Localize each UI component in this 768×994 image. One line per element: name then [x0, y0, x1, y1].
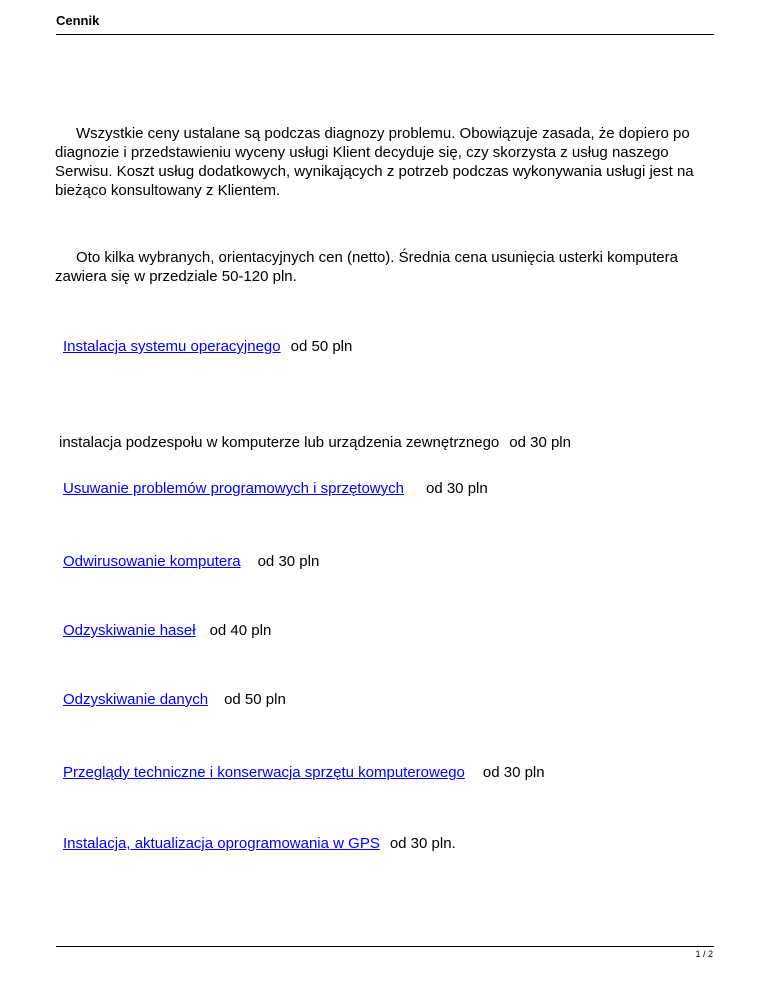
service-price: od 50 pln [290, 338, 353, 355]
price-list-item [63, 763, 545, 782]
price-list-item [63, 690, 286, 709]
service-price: od 30 pln [425, 480, 488, 497]
service-price: od 30 pln [257, 553, 320, 570]
service-price: od 30 pln [482, 764, 545, 781]
service-link-gps-software[interactable]: Instalacja, aktualizacja oprogramowania w GPS [63, 835, 380, 852]
service-link-troubleshooting[interactable]: Usuwanie problemów programowych i sprzętowych [63, 480, 404, 497]
intro-paragraph-sample-prices [55, 248, 725, 286]
intro-paragraph-1-text: Wszystkie ceny ustalane są podczas diagnozy problemu. Obowiązuje zasada, że dopiero po diagnozie i przedstawieniu wyceny usługi Klient decyduje się, czy skorzysta z usług naszego Serwisu. Koszt usług dodatkowych, wynikających z potrzeb podczas wykonywania usługi jest na bieżąco konsultowany z Klientem. [55, 125, 694, 199]
service-price: od 30 pln. [389, 835, 456, 852]
price-list-item [63, 621, 271, 640]
page-header-title: Cennik [56, 13, 100, 28]
intro-paragraph-pricing-policy [55, 124, 725, 200]
service-link-virus-removal[interactable]: Odwirusowanie komputera [63, 553, 241, 570]
page-number: 1 / 2 [695, 949, 713, 959]
service-link-hardware-maintenance[interactable]: Przeglądy techniczne i konserwacja sprzętu komputerowego [63, 764, 465, 781]
service-link-data-recovery[interactable]: Odzyskiwanie danych [63, 691, 209, 708]
service-price: od 50 pln [224, 691, 286, 708]
intro-paragraph-2-text: Oto kilka wybranych, orientacyjnych cen (netto). Średnia cena usunięcia usterki komputera zawiera się w przedziale 50-120 pln. [55, 249, 678, 285]
price-list-item [63, 337, 352, 356]
footer-divider [56, 946, 714, 947]
service-label-component-installation: instalacja podzespołu w komputerze lub urządzenia zewnętrznego [59, 434, 500, 451]
service-price: od 40 pln [209, 622, 272, 639]
service-link-os-installation[interactable]: Instalacja systemu operacyjnego [63, 338, 281, 355]
service-link-password-recovery[interactable]: Odzyskiwanie haseł [63, 622, 196, 639]
price-list-item [63, 479, 488, 498]
price-list-item [63, 834, 456, 853]
service-price: od 30 pln [509, 434, 571, 451]
header-divider [56, 34, 714, 35]
price-list-item [59, 433, 571, 452]
price-list-item [63, 552, 319, 571]
